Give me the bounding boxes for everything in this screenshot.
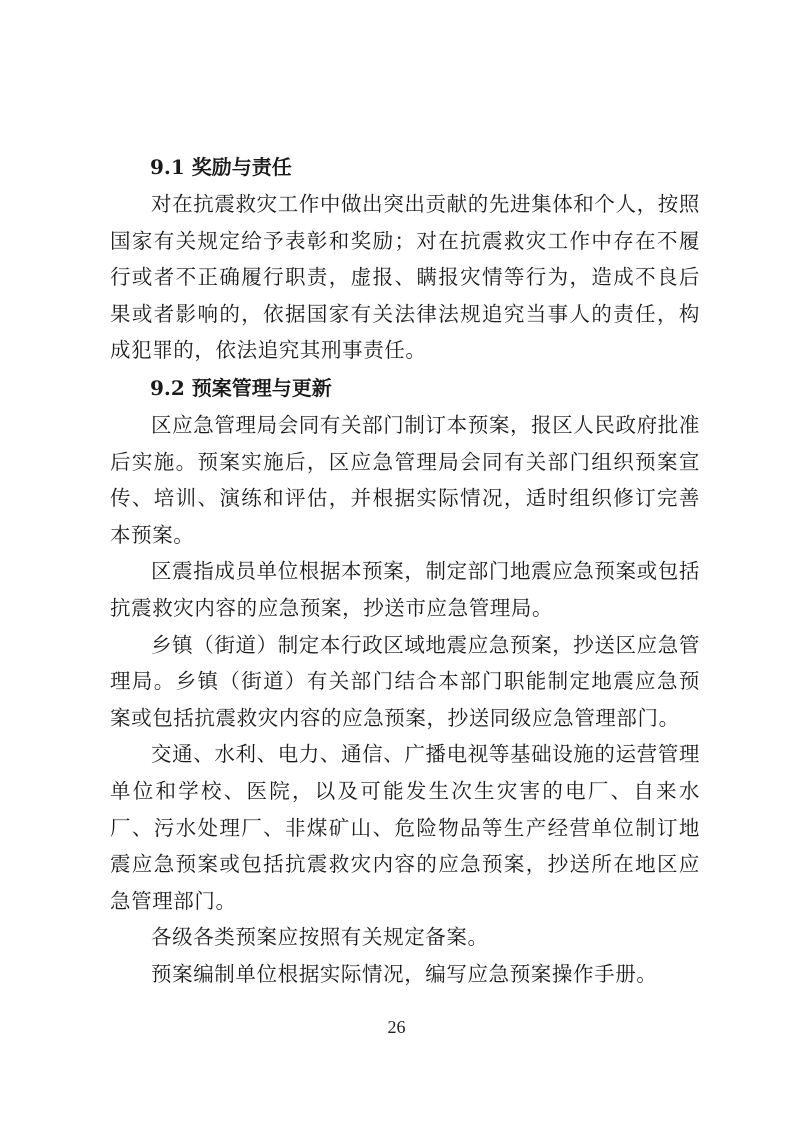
document-body bbox=[110, 148, 700, 992]
page-number: 26 bbox=[387, 1017, 406, 1037]
paragraph-plan-formulation: 区应急管理局会同有关部门制订本预案，报区人民政府批准后实施。预案实施后，区应急管理局会同有关部门组织预案宣传、培训、演练和评估，并根据实际情况，适时组织修订完善本预案。 bbox=[110, 412, 700, 547]
paragraph-operation-manual: 预案编制单位根据实际情况，编写应急预案操作手册。 bbox=[151, 961, 658, 986]
section-heading-9-1: 9.1 奖励与责任 bbox=[150, 155, 292, 179]
paragraph-townships: 乡镇（街道）制定本行政区域地震应急预案，抄送区应急管理局。乡镇（街道）有关部门结合本部门职能制定地震应急预案或包括抗震救灾内容的应急预案，抄送同级应急管理部门。 bbox=[110, 632, 700, 730]
paragraph-rewards-responsibility: 对在抗震救灾工作中做出突出贡献的先进集体和个人，按照国家有关规定给予表彰和奖励；对在抗震救灾工作中存在不履行或者不正确履行职责，虚报、瞒报灾情等行为，造成不良后果或者影响的，依据国家有关法律法规追究当事人的责任，构成犯罪的，依法追究其刑事责任。 bbox=[110, 192, 700, 363]
section-heading-9-2: 9.2 预案管理与更新 bbox=[150, 375, 332, 400]
paragraph-member-units: 区震指成员单位根据本预案，制定部门地震应急预案或包括抗震救灾内容的应急预案，抄送市应急管理局。 bbox=[110, 559, 700, 620]
paragraph-infrastructure-units: 交通、水利、电力、通信、广播电视等基础设施的运营管理单位和学校、医院，以及可能发生次生灾害的电厂、自来水厂、污水处理厂、非煤矿山、危险物品等生产经营单位制订地震应急预案或包括抗震救灾内容的应急预案，抄送所在地区应急管理部门。 bbox=[110, 742, 700, 913]
paragraph-filing: 各级各类预案应按照有关规定备案。 bbox=[151, 925, 489, 950]
